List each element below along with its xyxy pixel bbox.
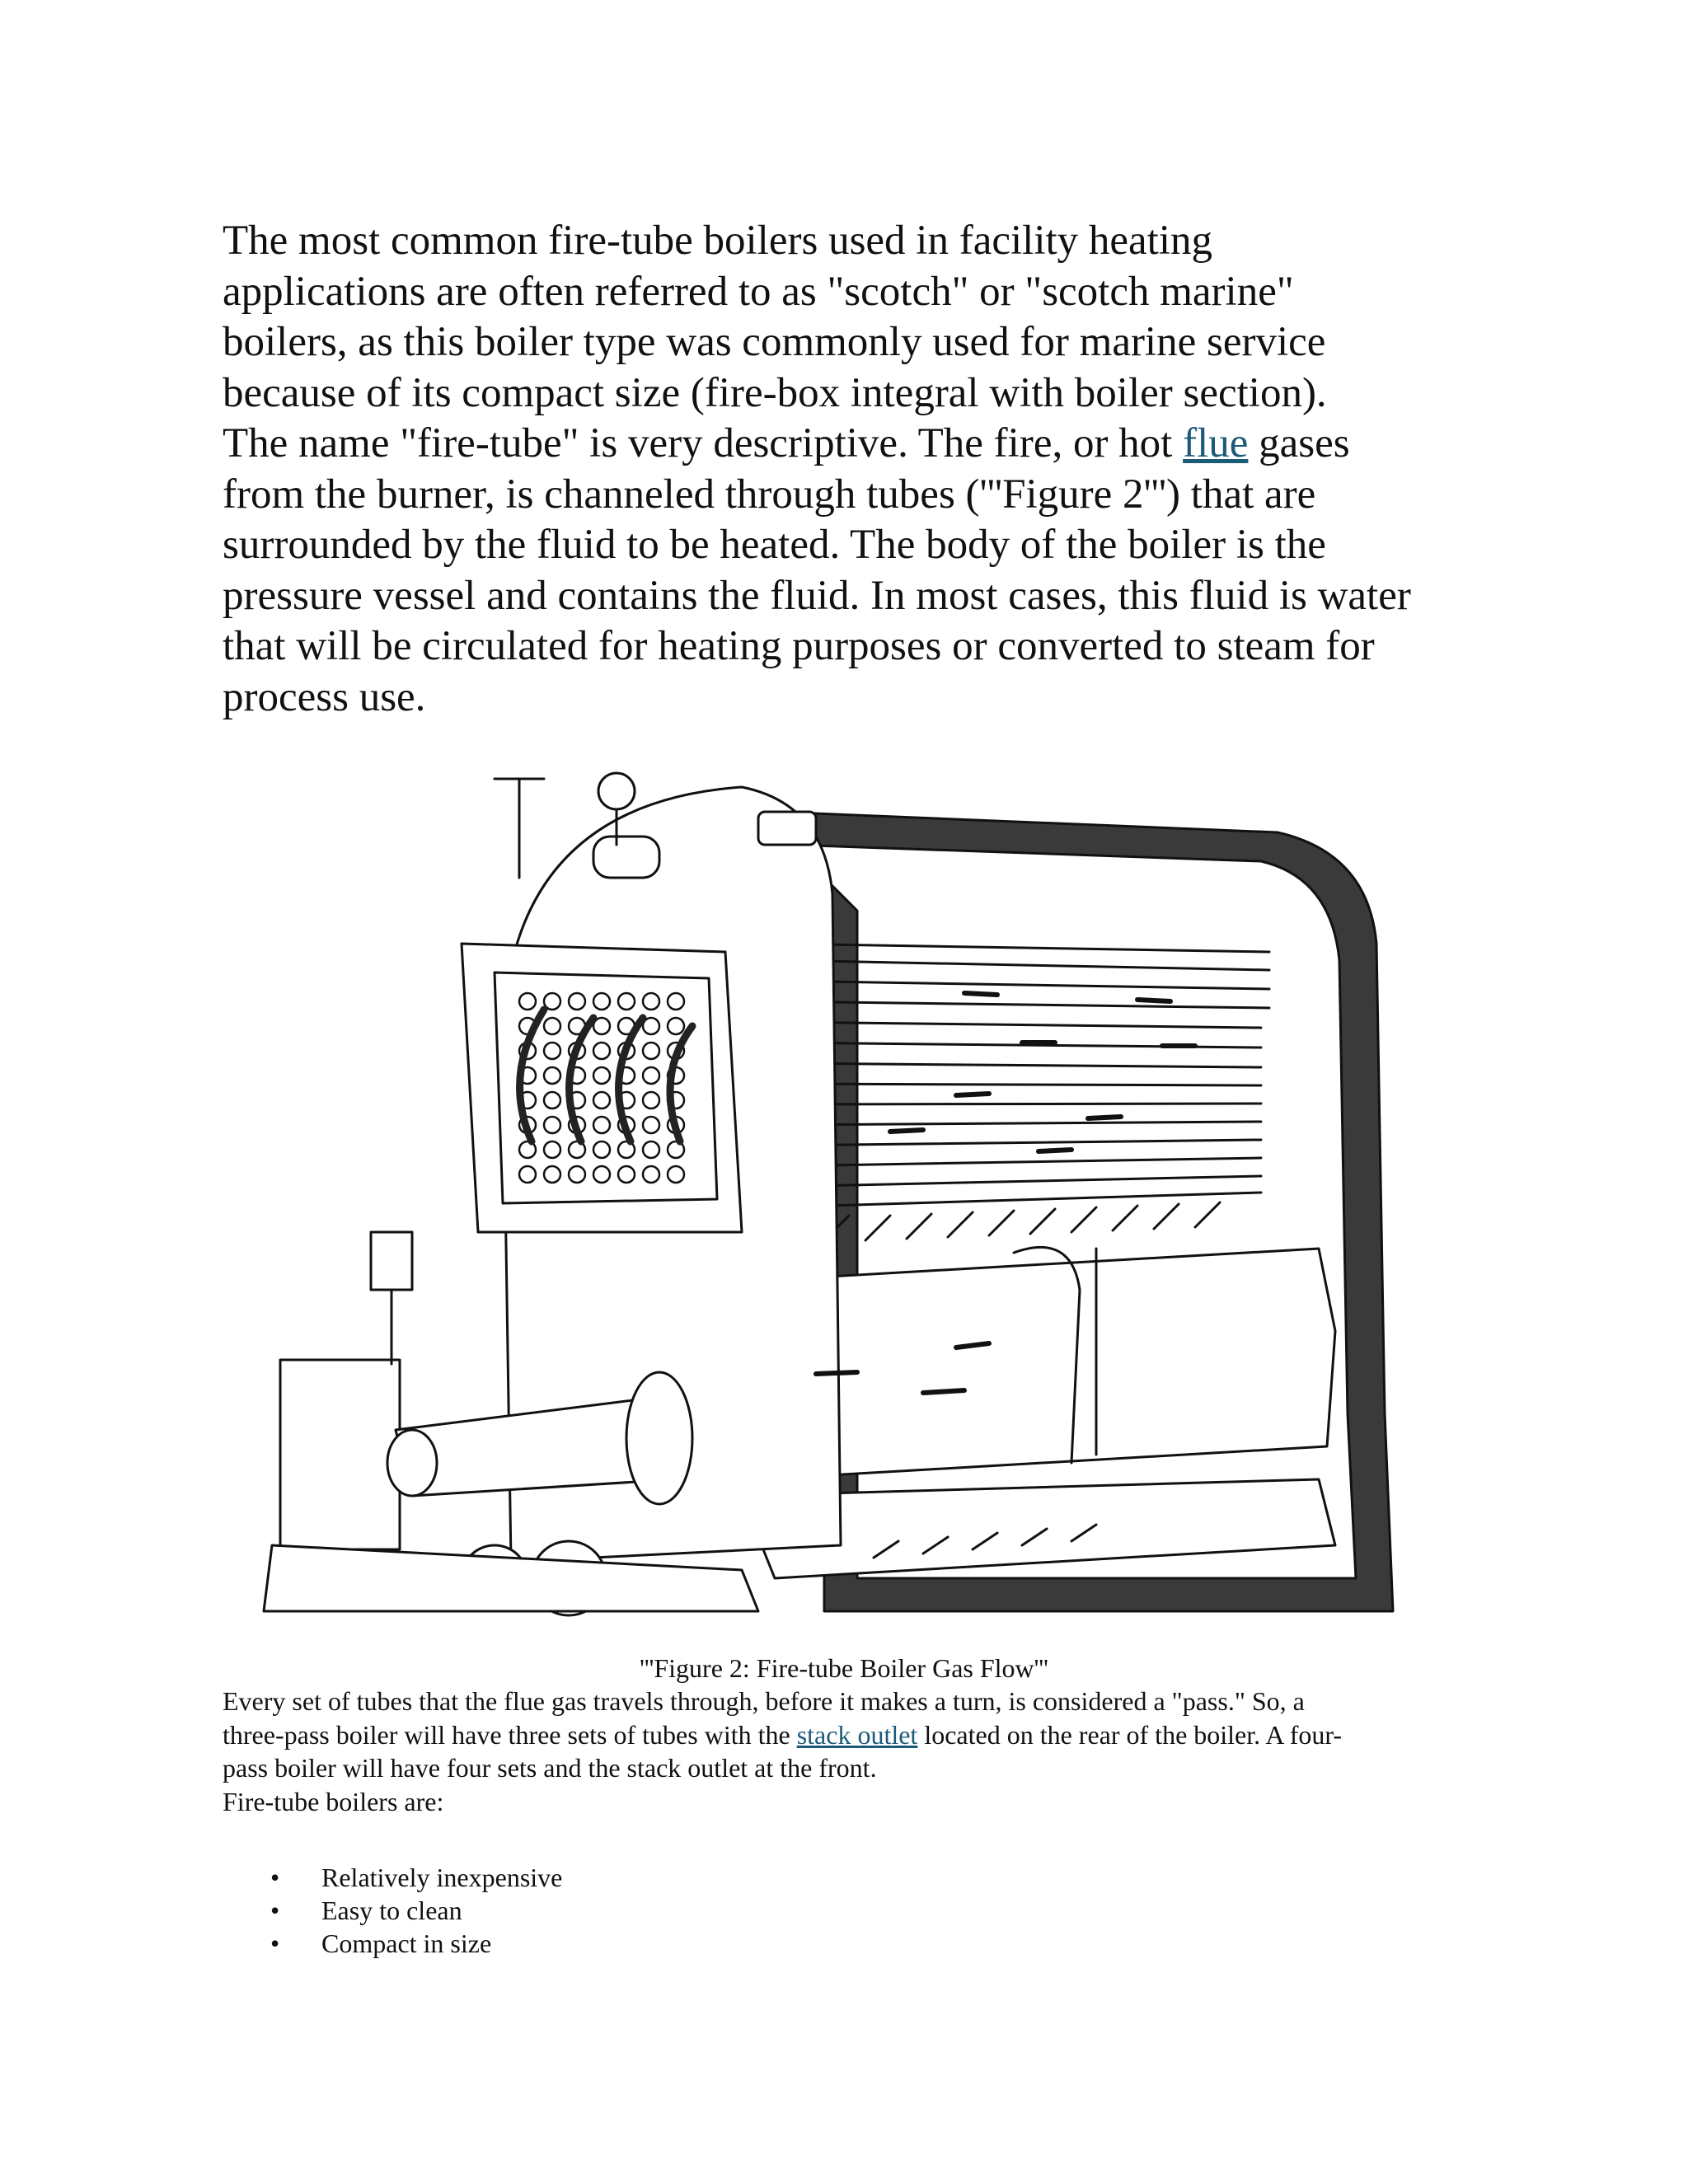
list-item-label: Easy to clean xyxy=(321,1896,462,1925)
text-line-with-link xyxy=(223,419,1492,470)
text-line: that will be circulated for heating purposes or converted to steam for xyxy=(223,623,1375,669)
bullet-icon: • xyxy=(270,1863,280,1892)
bullet-icon: • xyxy=(270,1896,280,1925)
passes-paragraph xyxy=(223,1685,1475,1818)
text-line: because of its compact size (fire-box integral with boiler section). xyxy=(223,369,1327,416)
features-list xyxy=(223,1861,562,1960)
text-segment: gases xyxy=(1248,420,1350,466)
text-line: surrounded by the fluid to be heated. The body of the boiler is the xyxy=(223,522,1326,568)
text-line: Every set of tubes that the flue gas travels through, before it makes a turn, is considered a "pass." So, a xyxy=(223,1686,1305,1716)
text-line: pressure vessel and contains the fluid. In most cases, this fluid is water xyxy=(223,572,1411,619)
list-item-label: Relatively inexpensive xyxy=(321,1863,563,1892)
bullet-icon: • xyxy=(270,1929,280,1958)
flue-link[interactable]: flue xyxy=(1183,420,1249,466)
text-segment: located on the rear of the boiler. A four- xyxy=(917,1719,1343,1750)
text-line: boilers, as this boiler type was commonly used for marine service xyxy=(223,319,1326,365)
stack-outlet-link[interactable]: stack outlet xyxy=(796,1719,918,1750)
text-segment: three-pass boiler will have three sets of tubes with the xyxy=(223,1719,797,1750)
text-line: Fire-tube boilers are: xyxy=(223,1786,444,1816)
text-line-with-link xyxy=(223,1718,1475,1752)
boiler-cutaway-illustration xyxy=(247,754,1442,1619)
list-item xyxy=(223,1861,562,1894)
text-line: from the burner, is channeled through tubes ('''Figure 2''') that are xyxy=(223,471,1316,518)
list-item-label: Compact in size xyxy=(321,1929,492,1958)
intro-paragraph xyxy=(223,216,1492,723)
text-line: The most common fire-tube boilers used in facility heating xyxy=(223,218,1213,264)
list-item xyxy=(223,1927,562,1960)
text-segment: The name "fire-tube" is very descriptive. The fire, or hot xyxy=(223,420,1184,466)
list-item xyxy=(223,1894,562,1927)
text-line: pass boiler will have four sets and the stack outlet at the front. xyxy=(223,1753,877,1783)
figure-caption: '''Figure 2: Fire-tube Boiler Gas Flow''' xyxy=(640,1653,1048,1683)
text-line: applications are often referred to as "scotch" or "scotch marine" xyxy=(223,268,1294,315)
text-line: process use. xyxy=(223,673,426,720)
